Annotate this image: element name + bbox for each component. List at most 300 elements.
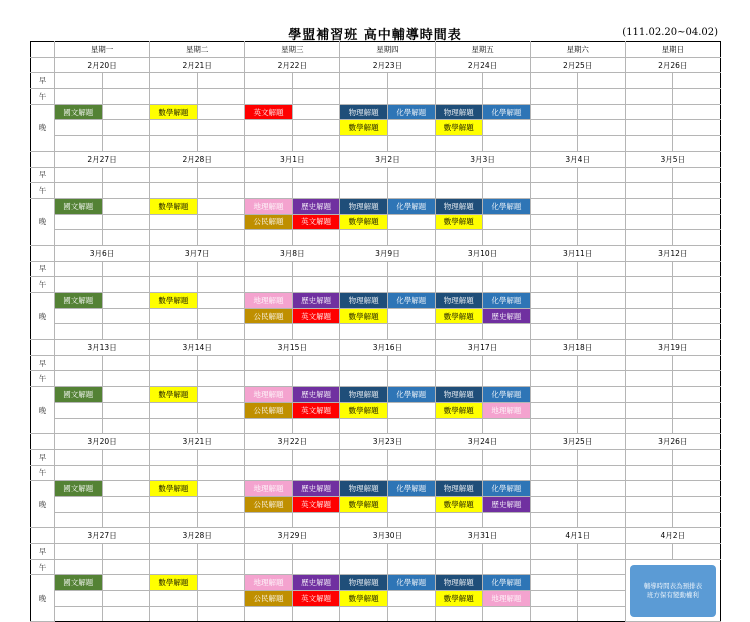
empty-slot [197, 575, 245, 591]
empty-slot [245, 606, 293, 622]
period-label: 午 [31, 277, 55, 293]
empty-slot [387, 120, 435, 136]
class-slot: 數學解題 [340, 308, 388, 324]
empty-slot [55, 402, 103, 418]
empty-slot [483, 465, 531, 481]
empty-slot [387, 277, 435, 293]
empty-slot [197, 230, 245, 246]
empty-slot [530, 104, 578, 120]
empty-slot [102, 293, 150, 309]
weekday-header: 星期六 [530, 42, 625, 58]
empty-slot [102, 449, 150, 465]
empty-slot [530, 324, 578, 340]
empty-slot [625, 402, 673, 418]
empty-slot [387, 402, 435, 418]
class-slot: 化學解題 [483, 293, 531, 309]
empty-slot [102, 512, 150, 528]
date-cell: 2月24日 [435, 57, 530, 73]
period-label: 晚 [31, 387, 55, 434]
empty-slot [197, 198, 245, 214]
class-slot: 國文解題 [55, 575, 103, 591]
empty-slot [625, 324, 673, 340]
empty-slot [245, 73, 293, 89]
empty-slot [102, 465, 150, 481]
empty-slot [435, 89, 483, 105]
empty-slot [102, 73, 150, 89]
page-title: 學盟補習班 高中輔導時間表 [288, 28, 462, 43]
date-cell: 3月30日 [340, 528, 435, 544]
empty-slot [673, 544, 721, 560]
empty-slot [387, 230, 435, 246]
class-slot: 英文解題 [292, 402, 340, 418]
date-cell: 2月23日 [340, 57, 435, 73]
empty-slot [530, 261, 578, 277]
empty-slot [197, 544, 245, 560]
empty-slot [387, 324, 435, 340]
empty-slot [435, 544, 483, 560]
empty-slot [197, 120, 245, 136]
empty-slot [245, 261, 293, 277]
empty-slot [150, 167, 198, 183]
weekday-header: 星期五 [435, 42, 530, 58]
empty-slot [150, 512, 198, 528]
empty-slot [292, 277, 340, 293]
empty-slot [197, 371, 245, 387]
class-slot: 化學解題 [483, 575, 531, 591]
date-cell: 3月23日 [340, 434, 435, 450]
class-slot: 英文解題 [292, 496, 340, 512]
empty-slot [483, 559, 531, 575]
date-cell: 3月14日 [150, 340, 245, 356]
empty-slot [625, 214, 673, 230]
empty-slot [483, 183, 531, 199]
empty-slot [55, 418, 103, 434]
notice-text: 輔導時間表為預排表 班方保有變動權利 [630, 565, 716, 617]
empty-slot [625, 104, 673, 120]
class-slot: 數學解題 [340, 496, 388, 512]
empty-slot [55, 120, 103, 136]
empty-slot [673, 449, 721, 465]
empty-slot [245, 167, 293, 183]
empty-slot [578, 308, 626, 324]
empty-slot [625, 73, 673, 89]
class-slot: 地理解題 [245, 575, 293, 591]
class-slot: 物理解題 [435, 198, 483, 214]
empty-slot [55, 214, 103, 230]
empty-slot [387, 544, 435, 560]
date-cell: 3月11日 [530, 245, 625, 261]
empty-slot [530, 89, 578, 105]
empty-slot [292, 355, 340, 371]
date-cell: 3月10日 [435, 245, 530, 261]
date-cell: 3月8日 [245, 245, 340, 261]
empty-slot [578, 230, 626, 246]
empty-slot [340, 559, 388, 575]
empty-slot [625, 449, 673, 465]
empty-slot [435, 512, 483, 528]
empty-slot [340, 167, 388, 183]
empty-slot [673, 198, 721, 214]
empty-slot [578, 277, 626, 293]
empty-slot [340, 261, 388, 277]
empty-slot [245, 183, 293, 199]
empty-slot [483, 89, 531, 105]
class-slot: 英文解題 [292, 308, 340, 324]
date-cell: 3月26日 [625, 434, 720, 450]
empty-slot [292, 167, 340, 183]
empty-slot [102, 355, 150, 371]
empty-slot [102, 89, 150, 105]
class-slot: 物理解題 [435, 481, 483, 497]
empty-slot [435, 73, 483, 89]
empty-slot [673, 387, 721, 403]
empty-slot [387, 606, 435, 622]
date-cell: 3月15日 [245, 340, 340, 356]
empty-slot [387, 418, 435, 434]
class-slot: 英文解題 [292, 214, 340, 230]
empty-slot [292, 120, 340, 136]
empty-slot [483, 606, 531, 622]
empty-slot [55, 606, 103, 622]
empty-slot [578, 324, 626, 340]
date-cell: 3月20日 [55, 434, 150, 450]
empty-slot [292, 371, 340, 387]
empty-slot [245, 136, 293, 152]
empty-slot [197, 418, 245, 434]
empty-slot [197, 89, 245, 105]
empty-slot [197, 465, 245, 481]
period-label: 晚 [31, 293, 55, 340]
period-label: 早 [31, 73, 55, 89]
empty-slot [340, 183, 388, 199]
empty-slot [435, 277, 483, 293]
empty-slot [150, 559, 198, 575]
empty-slot [483, 120, 531, 136]
class-slot: 物理解題 [340, 198, 388, 214]
empty-slot [578, 591, 626, 607]
weekday-header: 星期二 [150, 42, 245, 58]
empty-slot [292, 230, 340, 246]
empty-slot [55, 261, 103, 277]
empty-slot [673, 261, 721, 277]
empty-slot [673, 277, 721, 293]
date-cell: 3月24日 [435, 434, 530, 450]
empty-slot [197, 308, 245, 324]
period-label: 早 [31, 167, 55, 183]
class-slot: 數學解題 [435, 402, 483, 418]
empty-slot [625, 261, 673, 277]
empty-slot [55, 230, 103, 246]
empty-slot [55, 277, 103, 293]
empty-slot [673, 230, 721, 246]
empty-slot [530, 198, 578, 214]
empty-slot [197, 496, 245, 512]
class-slot: 歷史解題 [292, 198, 340, 214]
class-slot: 物理解題 [340, 293, 388, 309]
date-cell: 3月5日 [625, 151, 720, 167]
class-slot: 物理解題 [435, 387, 483, 403]
corner-cell [31, 42, 55, 58]
date-row-spacer [31, 57, 55, 73]
empty-slot [102, 496, 150, 512]
empty-slot [245, 355, 293, 371]
empty-slot [673, 355, 721, 371]
empty-slot [340, 355, 388, 371]
date-cell: 2月22日 [245, 57, 340, 73]
empty-slot [197, 355, 245, 371]
empty-slot [292, 465, 340, 481]
class-slot: 數學解題 [150, 481, 198, 497]
empty-slot [625, 512, 673, 528]
class-slot: 物理解題 [435, 575, 483, 591]
class-slot: 數學解題 [150, 387, 198, 403]
empty-slot [340, 465, 388, 481]
empty-slot [435, 559, 483, 575]
empty-slot [197, 293, 245, 309]
class-slot: 公民解題 [245, 496, 293, 512]
class-slot: 國文解題 [55, 387, 103, 403]
empty-slot [578, 387, 626, 403]
class-slot: 地理解題 [245, 387, 293, 403]
class-slot: 數學解題 [435, 591, 483, 607]
period-label: 晚 [31, 198, 55, 245]
empty-slot [673, 104, 721, 120]
class-slot: 歷史解題 [292, 387, 340, 403]
empty-slot [197, 104, 245, 120]
empty-slot [150, 591, 198, 607]
period-label: 午 [31, 183, 55, 199]
empty-slot [483, 214, 531, 230]
empty-slot [102, 481, 150, 497]
class-slot: 國文解題 [55, 293, 103, 309]
class-slot: 公民解題 [245, 308, 293, 324]
empty-slot [530, 387, 578, 403]
empty-slot [578, 293, 626, 309]
empty-slot [578, 449, 626, 465]
empty-slot [292, 418, 340, 434]
empty-slot [340, 418, 388, 434]
empty-slot [292, 89, 340, 105]
empty-slot [55, 183, 103, 199]
date-cell: 3月29日 [245, 528, 340, 544]
empty-slot [483, 371, 531, 387]
empty-slot [245, 418, 293, 434]
date-range: (111.02.20~04.02) [622, 27, 718, 38]
empty-slot [102, 167, 150, 183]
empty-slot [530, 465, 578, 481]
empty-slot [625, 230, 673, 246]
empty-slot [245, 559, 293, 575]
empty-slot [55, 496, 103, 512]
empty-slot [292, 606, 340, 622]
empty-slot [387, 73, 435, 89]
empty-slot [530, 73, 578, 89]
empty-slot [150, 496, 198, 512]
empty-slot [435, 136, 483, 152]
empty-slot [625, 308, 673, 324]
weekday-header: 星期四 [340, 42, 435, 58]
date-row-spacer [31, 151, 55, 167]
empty-slot [483, 277, 531, 293]
empty-slot [530, 183, 578, 199]
empty-slot [197, 402, 245, 418]
empty-slot [340, 371, 388, 387]
date-row-spacer [31, 434, 55, 450]
class-slot: 物理解題 [340, 387, 388, 403]
empty-slot [387, 449, 435, 465]
empty-slot [625, 183, 673, 199]
date-cell: 3月12日 [625, 245, 720, 261]
date-cell: 3月31日 [435, 528, 530, 544]
empty-slot [483, 261, 531, 277]
empty-slot [673, 465, 721, 481]
empty-slot [578, 606, 626, 622]
class-slot: 化學解題 [387, 293, 435, 309]
empty-slot [292, 104, 340, 120]
empty-slot [102, 387, 150, 403]
empty-slot [102, 324, 150, 340]
empty-slot [292, 544, 340, 560]
empty-slot [340, 606, 388, 622]
empty-slot [387, 167, 435, 183]
empty-slot [150, 277, 198, 293]
empty-slot [578, 512, 626, 528]
class-slot: 數學解題 [150, 104, 198, 120]
empty-slot [578, 418, 626, 434]
empty-slot [578, 183, 626, 199]
date-cell: 2月20日 [55, 57, 150, 73]
empty-slot [197, 512, 245, 528]
class-slot: 數學解題 [340, 591, 388, 607]
empty-slot [150, 214, 198, 230]
date-cell: 2月27日 [55, 151, 150, 167]
class-slot: 地理解題 [483, 402, 531, 418]
empty-slot [150, 606, 198, 622]
empty-slot [625, 418, 673, 434]
empty-slot [673, 481, 721, 497]
empty-slot [150, 402, 198, 418]
empty-slot [102, 371, 150, 387]
class-slot: 國文解題 [55, 104, 103, 120]
empty-slot [197, 591, 245, 607]
empty-slot [673, 120, 721, 136]
empty-slot [578, 73, 626, 89]
empty-slot [483, 324, 531, 340]
empty-slot [55, 559, 103, 575]
empty-slot [245, 324, 293, 340]
weekday-header: 星期三 [245, 42, 340, 58]
date-cell: 3月3日 [435, 151, 530, 167]
empty-slot [673, 371, 721, 387]
empty-slot [530, 481, 578, 497]
empty-slot [673, 402, 721, 418]
empty-slot [435, 167, 483, 183]
empty-slot [245, 512, 293, 528]
date-cell: 3月21日 [150, 434, 245, 450]
empty-slot [150, 465, 198, 481]
class-slot: 國文解題 [55, 198, 103, 214]
empty-slot [530, 512, 578, 528]
empty-slot [578, 371, 626, 387]
empty-slot [530, 277, 578, 293]
empty-slot [483, 167, 531, 183]
class-slot: 數學解題 [435, 120, 483, 136]
empty-slot [150, 73, 198, 89]
period-label: 午 [31, 371, 55, 387]
empty-slot [673, 308, 721, 324]
empty-slot [578, 89, 626, 105]
class-slot: 歷史解題 [483, 308, 531, 324]
empty-slot [483, 418, 531, 434]
period-label: 早 [31, 544, 55, 560]
class-slot: 物理解題 [340, 104, 388, 120]
empty-slot [530, 371, 578, 387]
period-label: 早 [31, 261, 55, 277]
empty-slot [530, 230, 578, 246]
date-cell: 3月25日 [530, 434, 625, 450]
date-cell: 3月27日 [55, 528, 150, 544]
empty-slot [625, 465, 673, 481]
empty-slot [102, 104, 150, 120]
empty-slot [530, 120, 578, 136]
empty-slot [245, 371, 293, 387]
empty-slot [530, 402, 578, 418]
empty-slot [387, 214, 435, 230]
empty-slot [102, 214, 150, 230]
empty-slot [197, 606, 245, 622]
class-slot: 數學解題 [150, 575, 198, 591]
empty-slot [435, 465, 483, 481]
empty-slot [625, 371, 673, 387]
empty-slot [340, 73, 388, 89]
class-slot: 數學解題 [340, 120, 388, 136]
empty-slot [292, 136, 340, 152]
empty-slot [625, 89, 673, 105]
empty-slot [530, 449, 578, 465]
class-slot: 英文解題 [292, 591, 340, 607]
empty-slot [245, 277, 293, 293]
empty-slot [55, 136, 103, 152]
empty-slot [102, 136, 150, 152]
empty-slot [578, 136, 626, 152]
empty-slot [578, 167, 626, 183]
empty-slot [102, 402, 150, 418]
empty-slot [673, 418, 721, 434]
empty-slot [150, 183, 198, 199]
class-slot: 化學解題 [387, 481, 435, 497]
empty-slot [625, 277, 673, 293]
empty-slot [102, 544, 150, 560]
empty-slot [150, 544, 198, 560]
date-cell: 3月9日 [340, 245, 435, 261]
empty-slot [55, 355, 103, 371]
empty-slot [435, 230, 483, 246]
empty-slot [102, 261, 150, 277]
empty-slot [292, 183, 340, 199]
period-label: 晚 [31, 575, 55, 622]
class-slot: 數學解題 [435, 308, 483, 324]
period-label: 午 [31, 465, 55, 481]
date-cell: 3月13日 [55, 340, 150, 356]
empty-slot [197, 324, 245, 340]
empty-slot [197, 277, 245, 293]
empty-slot [292, 324, 340, 340]
date-cell: 3月6日 [55, 245, 150, 261]
date-row-spacer [31, 528, 55, 544]
date-cell: 3月28日 [150, 528, 245, 544]
empty-slot [530, 308, 578, 324]
empty-slot [197, 183, 245, 199]
